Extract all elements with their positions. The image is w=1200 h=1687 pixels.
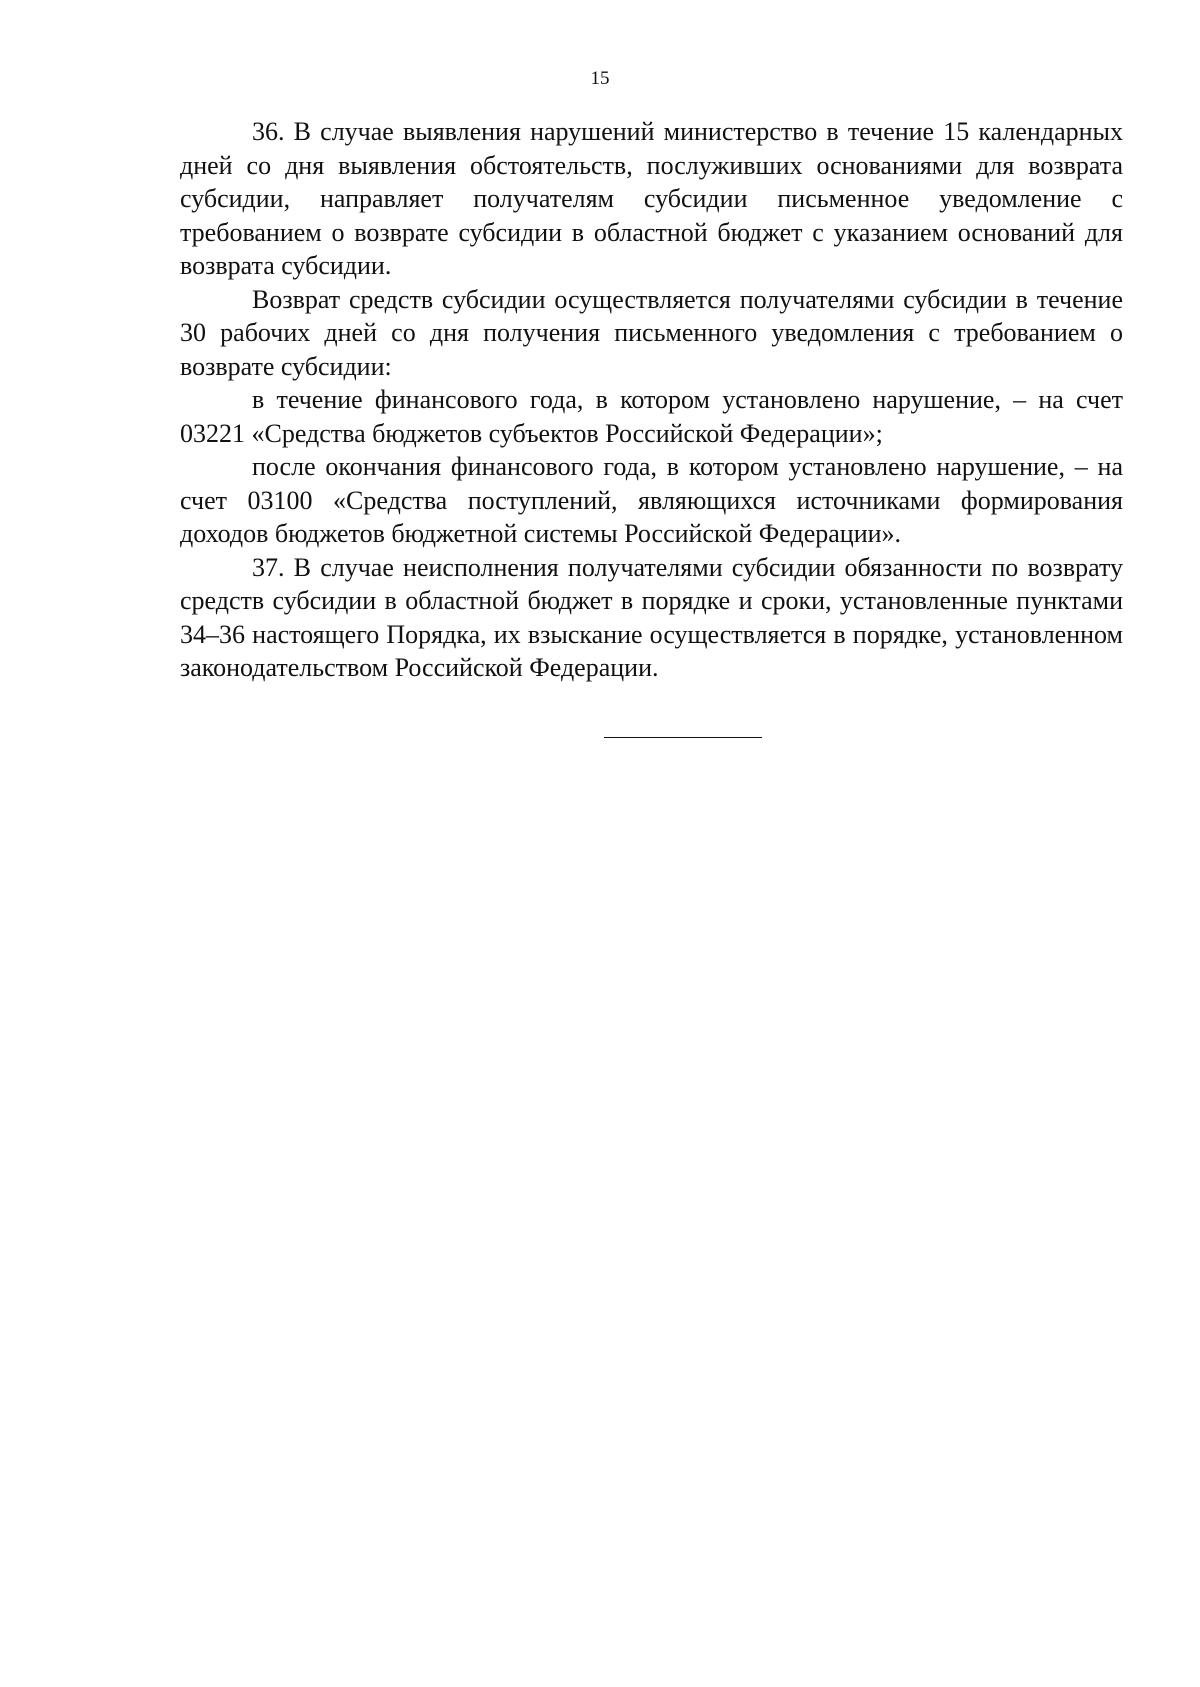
document-body	[180, 115, 1123, 685]
paragraph-36: 36. В случае выявления нарушений министерство в течение 15 календарных дней со дня выявления обстоятельств, послуживших основаниями для возврата субсидии, направляет получателям субсидии письменное уведомление с требованием о возврате субсидии в областной бюджет с указанием оснований для возврата субсидии.	[180, 117, 1123, 280]
paragraph-after-year-account: после окончания финансового года, в котором установлено нарушение, – на счет 03100 «Средства поступлений, являющихся источниками формирования доходов бюджетов бюджетной системы Российской Федерации».	[180, 452, 1123, 548]
page-number: 15	[590, 68, 610, 89]
paragraph-current-year-account: в течение финансового года, в котором установлено нарушение, – на счет 03221 «Средства бюджетов субъектов Российской Федерации»;	[180, 385, 1123, 448]
paragraph-37: 37. В случае неисполнения получателями субсидии обязанности по возврату средств субсидии в областной бюджет в порядке и сроки, установленные пунктами 34–36 настоящего Порядка, их взыскание осуществляется в порядке, установленном законодательством Российской Федерации.	[180, 552, 1123, 682]
end-separator-line	[604, 737, 762, 738]
paragraph-refund-terms: Возврат средств субсидии осуществляется получателями субсидии в течение 30 рабочих дней со дня получения письменного уведомления с требованием о возврате субсидии:	[180, 284, 1123, 381]
